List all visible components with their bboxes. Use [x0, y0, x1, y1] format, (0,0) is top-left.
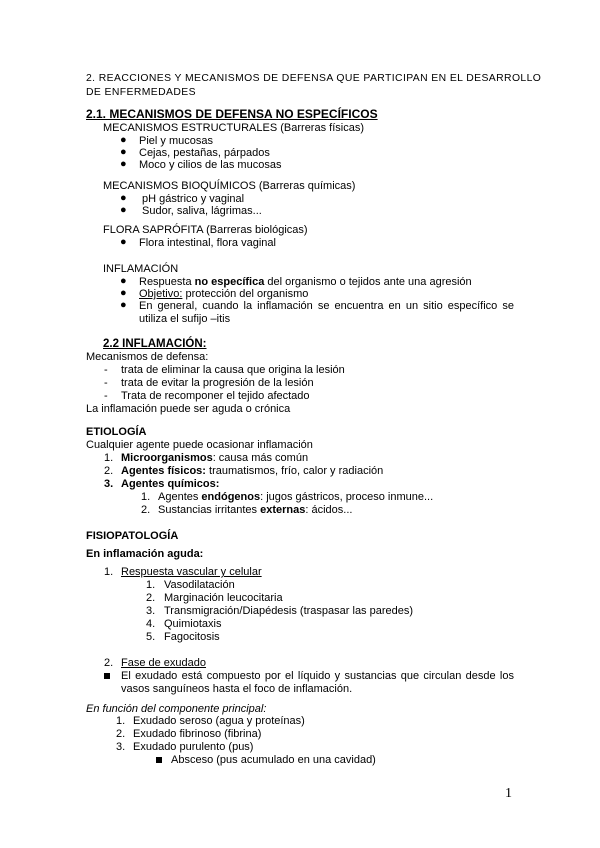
list-item: Trata de recomponer el tejido afectado: [121, 390, 310, 402]
dash-icon: -: [104, 364, 108, 376]
bullet-icon: ●: [120, 299, 127, 311]
exudado-desc-line-1: El exudado está compuesto por el líquido y sustancias que circulan desde los: [121, 670, 514, 682]
bullet-icon: ●: [120, 275, 127, 287]
inflamacion-note: La inflamación puede ser aguda o crónica: [86, 403, 291, 415]
list-item: Transmigración/Diapédesis (traspasar las paredes): [164, 605, 414, 617]
list-number: 1.: [104, 452, 114, 464]
page-number: 1: [505, 786, 512, 801]
list-item: Microorganismos: causa más común: [121, 452, 309, 464]
inflamacion-aguda-subheading: En inflamación aguda:: [86, 548, 204, 560]
list-item: Absceso (pus acumulado en una cavidad): [171, 754, 376, 766]
dash-icon: -: [104, 390, 108, 402]
list-number: 2.: [141, 504, 151, 516]
list-number: 2.: [146, 592, 156, 604]
etiologia-intro: Cualquier agente puede ocasionar inflamación: [86, 439, 313, 451]
bioquimicos-label: MECANISMOS BIOQUÍMICOS (Barreras químicas): [103, 180, 356, 192]
bullet-icon: ●: [120, 158, 127, 170]
list-number: 1.: [146, 579, 156, 591]
list-item: Flora intestinal, flora vaginal: [139, 237, 276, 249]
square-bullet-icon: [104, 673, 110, 679]
fisiopatologia-heading: FISIOPATOLOGÍA: [86, 530, 179, 542]
list-item: Moco y cilios de las mucosas: [139, 159, 282, 171]
bullet-icon: ●: [120, 204, 127, 216]
list-number: 4.: [146, 618, 156, 630]
list-item: Sudor, saliva, lágrimas...: [142, 205, 262, 217]
estructurales-label: MECANISMOS ESTRUCTURALES (Barreras físicas): [103, 122, 364, 134]
list-item: Marginación leucocitaria: [164, 592, 283, 604]
flora-label: FLORA SAPRÓFITA (Barreras biológicas): [103, 224, 308, 236]
list-number: 1.: [104, 566, 114, 578]
list-number: 1.: [141, 491, 151, 503]
list-item: Vasodilatación: [164, 579, 235, 591]
componente-label: En función del componente principal:: [86, 703, 267, 715]
list-number: 3.: [146, 605, 156, 617]
exudado-label: Fase de exudado: [121, 657, 207, 669]
list-item: Exudado seroso (agua y proteínas): [133, 715, 305, 727]
list-item: En general, cuando la inflamación se encuentra en un sitio específico se: [139, 300, 514, 312]
list-item: Exudado fibrinoso (fibrina): [133, 728, 262, 740]
list-number: 5.: [146, 631, 156, 643]
bullet-icon: ●: [120, 134, 127, 146]
list-number: 2.: [104, 465, 114, 477]
list-item: pH gástrico y vaginal: [142, 193, 245, 205]
list-item: Agentes físicos: traumatismos, frío, calor y radiación: [121, 465, 384, 477]
list-item: Fagocitosis: [164, 631, 220, 643]
list-item: Piel y mucosas: [139, 135, 213, 147]
mecanismos-intro: Mecanismos de defensa:: [86, 351, 209, 363]
exudado-desc-line-2: vasos sanguíneos hasta el foco de inflamación.: [121, 683, 353, 695]
list-item: Exudado purulento (pus): [133, 741, 254, 753]
list-item: Sustancias irritantes externas: ácidos...: [158, 504, 353, 516]
list-item: Quimiotaxis: [164, 618, 222, 630]
section-2-1-heading: 2.1. MECANISMOS DE DEFENSA NO ESPECÍFICOS: [86, 107, 378, 121]
list-item-continuation: utiliza el sufijo –itis: [139, 313, 231, 325]
list-item: Agentes endógenos: jugos gástricos, proceso inmune...: [158, 491, 434, 503]
list-item: trata de evitar la progresión de la lesión: [121, 377, 314, 389]
bullet-icon: ●: [120, 146, 127, 158]
document-title-line-1: 2. REACCIONES Y MECANISMOS DE DEFENSA QUE PARTICIPAN EN EL DESARROLLO: [86, 73, 542, 84]
section-2-2-heading: 2.2 INFLAMACIÓN:: [103, 338, 207, 350]
list-number: 2.: [116, 728, 126, 740]
list-item: Objetivo: protección del organismo: [139, 288, 309, 300]
list-number: 3.: [116, 741, 126, 753]
bullet-icon: ●: [120, 287, 127, 299]
list-number: 2.: [104, 657, 114, 669]
square-bullet-icon: [156, 757, 162, 763]
etiologia-heading: ETIOLOGÍA: [86, 426, 147, 438]
list-item: Cejas, pestañas, párpados: [139, 147, 270, 159]
list-item: Respuesta no específica del organismo o tejidos ante una agresión: [139, 276, 472, 288]
bullet-icon: ●: [120, 236, 127, 248]
list-item: Agentes químicos:: [121, 478, 220, 490]
inflamacion-label: INFLAMACIÓN: [103, 263, 179, 275]
document-title-line-2: DE ENFERMEDADES: [86, 87, 196, 98]
list-number: 1.: [116, 715, 126, 727]
respuesta-label: Respuesta vascular y celular: [121, 566, 262, 578]
list-item: trata de eliminar la causa que origina la lesión: [121, 364, 345, 376]
dash-icon: -: [104, 377, 108, 389]
bullet-icon: ●: [120, 192, 127, 204]
list-number: 3.: [104, 478, 114, 490]
